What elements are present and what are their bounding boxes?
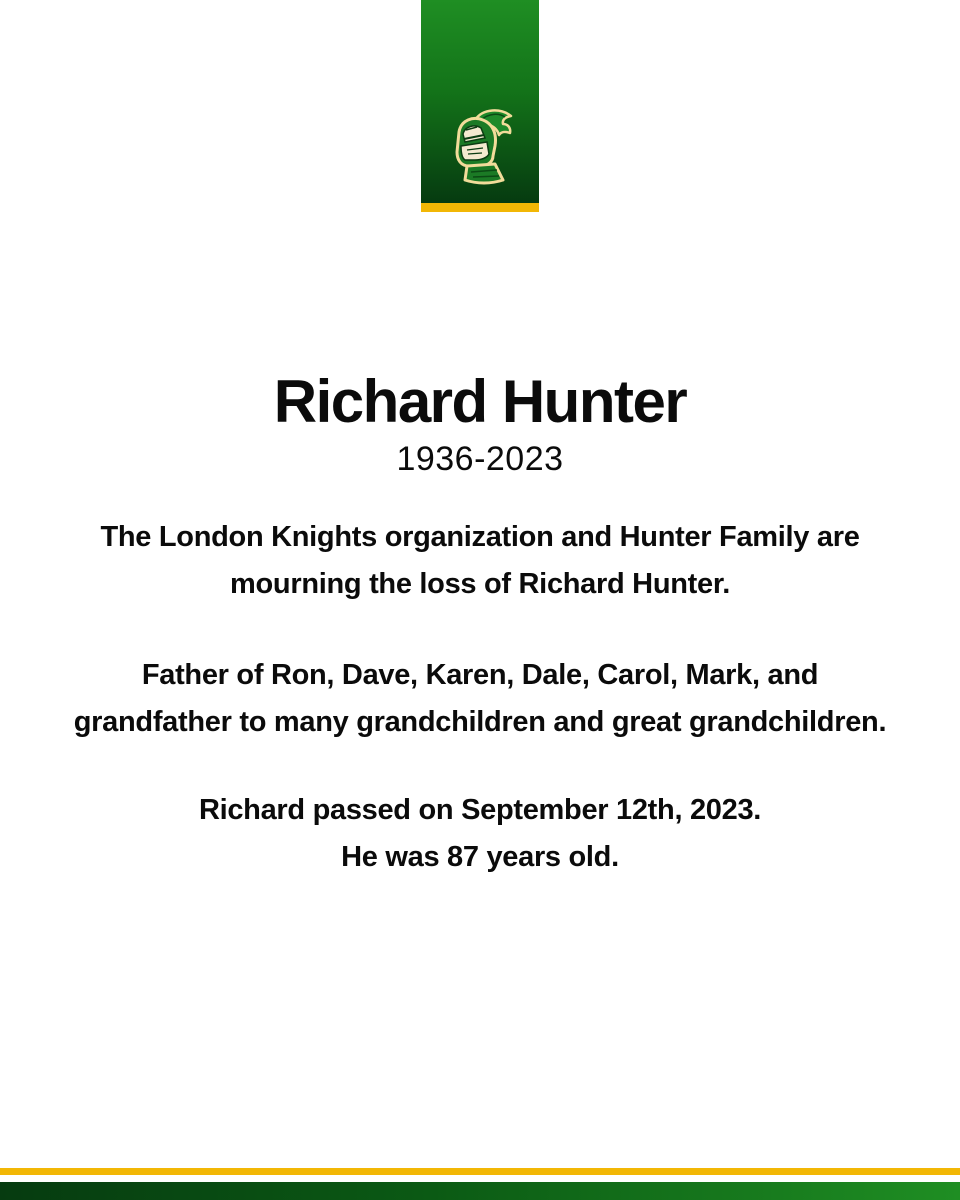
bottom-gold-stripe [0, 1168, 960, 1175]
memorial-years: 1936-2023 [396, 440, 564, 478]
banner-gold-stripe [421, 203, 539, 212]
memorial-name: Richard Hunter [273, 368, 687, 435]
family-paragraph [0, 652, 960, 746]
text-line: He was 87 years old. [341, 841, 619, 873]
banner-green-field [421, 0, 539, 203]
top-banner [421, 0, 539, 212]
text-line: Richard passed on September 12th, 2023. [198, 794, 762, 826]
bottom-green-field [0, 1182, 960, 1200]
text-line: Father of Ron, Dave, Karen, Dale, Carol, Mark, and [141, 659, 819, 691]
text-line: mourning the loss of Richard Hunter. [230, 568, 730, 600]
passing-paragraph [0, 787, 960, 881]
text-line: The London Knights organization and Hunter Family are [100, 521, 860, 553]
text-line: grandfather to many grandchildren and great grandchildren. [73, 706, 887, 738]
mourning-paragraph [0, 514, 960, 608]
bottom-band [0, 1168, 960, 1200]
knight-helmet-icon [447, 106, 515, 186]
